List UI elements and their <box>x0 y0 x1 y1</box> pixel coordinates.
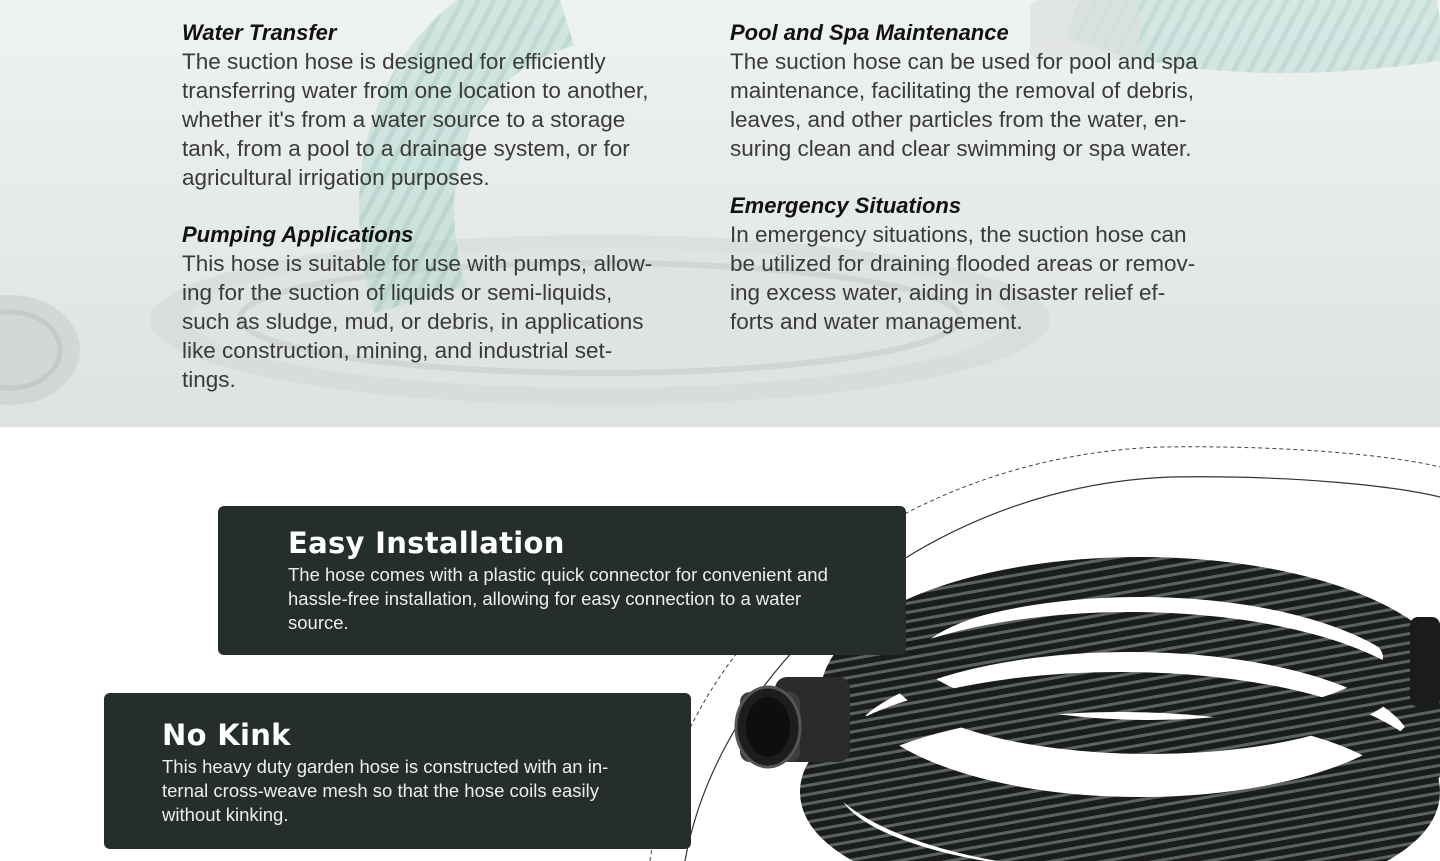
application-description: The suction hose can be used for pool and spa maintenance, facilitating the removal of debris, leaves, and other particles from the water, en- suring clean and clear swimming or spa water. <box>730 49 1198 161</box>
applications-section <box>0 0 1440 427</box>
application-description: In emergency situations, the suction hose can be utilized for draining flooded areas or remov- ing excess water, aiding in disaster relief ef- forts and water management. <box>730 222 1196 334</box>
application-description: This hose is suitable for use with pumps, allow- ing for the suction of liquids or semi-liquids, such as sludge, mud, or debris, in applications like construction, mining, and industrial set- tings. <box>182 251 653 392</box>
application-emergency <box>730 191 1250 336</box>
application-title: Pool and Spa Maintenance <box>730 20 1009 45</box>
application-title: Emergency Situations <box>730 193 962 218</box>
features-section <box>0 427 1440 861</box>
feature-description: The hose comes with a plastic quick connector for convenient and hassle-free installation, allowing for easy connection to a water source. <box>288 564 828 633</box>
application-description: The suction hose is designed for efficiently transferring water from one location to another, whether it's from a water source to a storage tank, from a pool to a drainage system, or for agricultural irrigation purposes. <box>182 49 649 190</box>
application-pool-spa <box>730 18 1250 163</box>
application-title: Pumping Applications <box>182 222 414 247</box>
application-water-transfer <box>182 18 702 192</box>
feature-title: No Kink <box>162 718 291 752</box>
application-title: Water Transfer <box>182 20 337 45</box>
feature-description: This heavy duty garden hose is constructed with an in- ternal cross-weave mesh so that the hose coils easily without kinking. <box>162 756 609 825</box>
feature-title: Easy Installation <box>288 526 565 560</box>
feature-card-easy-installation <box>218 506 906 655</box>
application-pumping <box>182 220 702 394</box>
feature-card-no-kink <box>104 693 691 849</box>
